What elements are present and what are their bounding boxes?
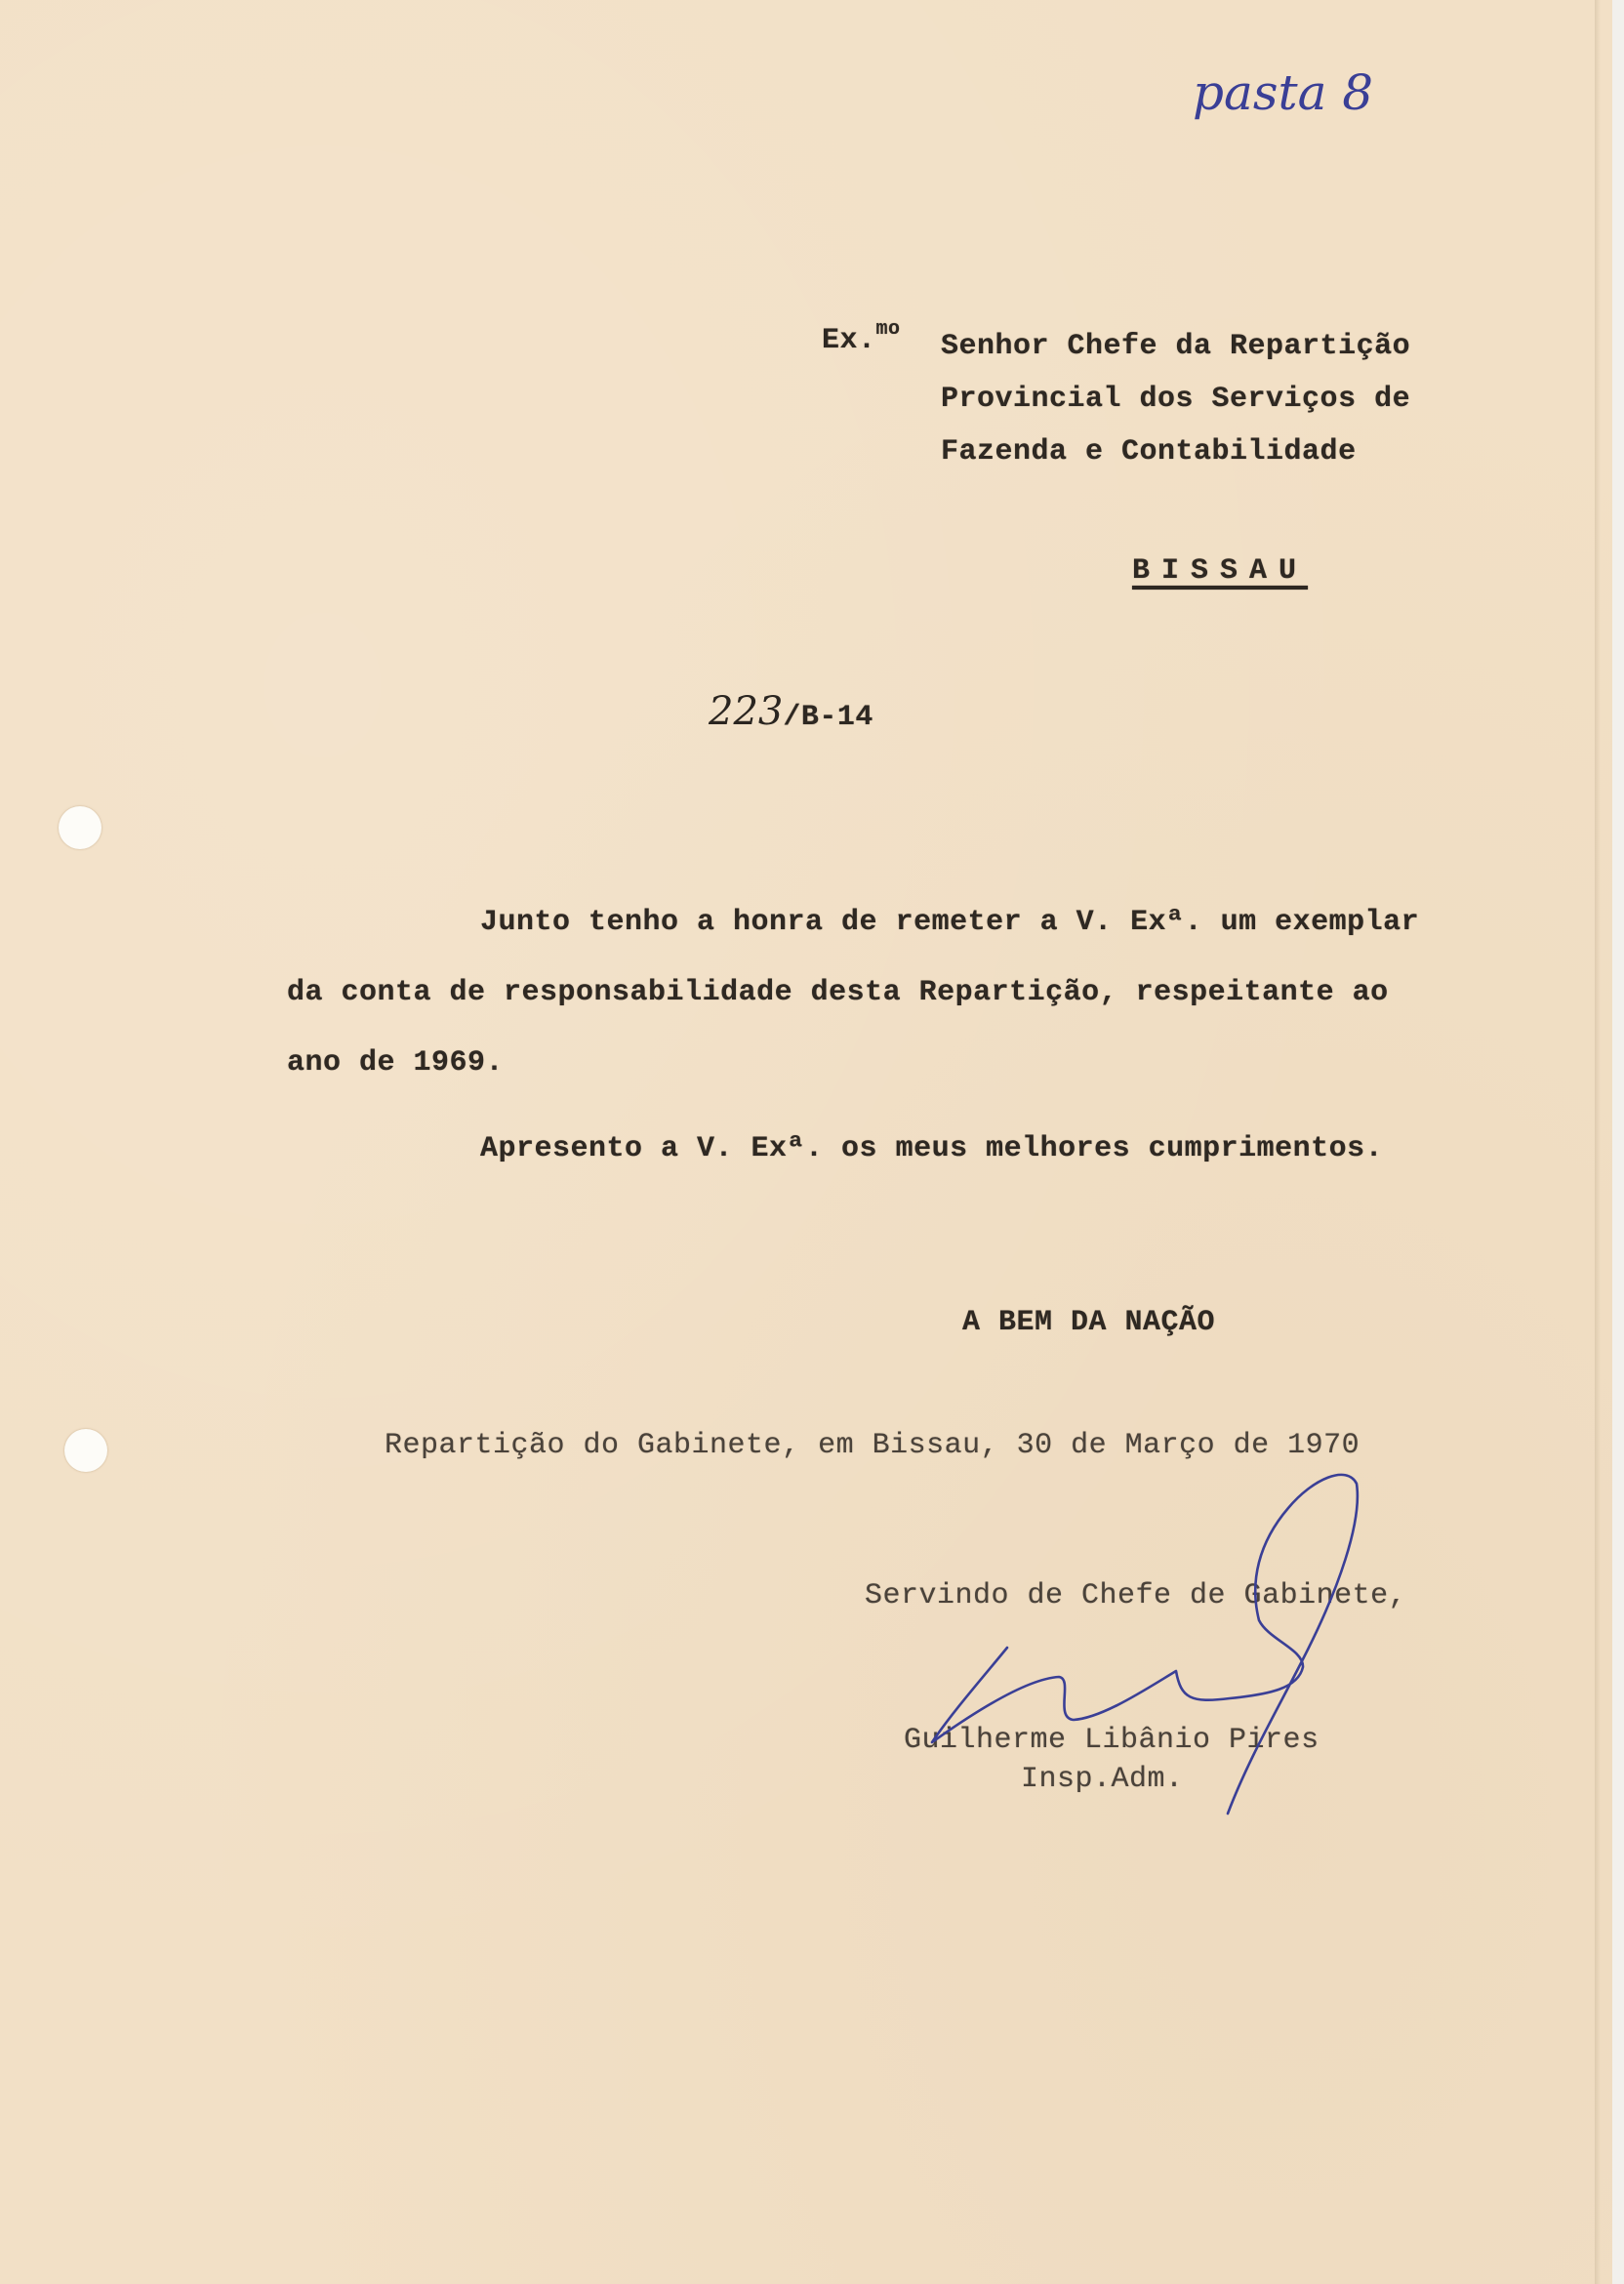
recipient-salutation <box>822 318 901 357</box>
reference-number <box>709 689 873 734</box>
signatory-role: Servindo de Chefe de Gabinete, <box>865 1579 1407 1612</box>
recipient-line-1: Senhor Chefe da Repartição <box>941 330 1411 363</box>
salutation-superscript: mo <box>875 318 901 341</box>
place-date: Repartição do Gabinete, em Bissau, 30 de Março de 1970 <box>385 1429 1360 1462</box>
body-paragraph-1-line-2: da conta de responsabilidade desta Repartição, respeitante ao <box>287 976 1389 1009</box>
body-paragraph-1-line-3: ano de 1969. <box>287 1046 505 1080</box>
closing-motto: A BEM DA NAÇÃO <box>962 1306 1216 1339</box>
salutation-text: Ex. <box>822 324 876 357</box>
page-edge-shadow <box>1595 0 1601 2284</box>
signatory-title: Insp.Adm. <box>1021 1763 1184 1796</box>
signatory-name: Guilherme Libânio Pires <box>904 1724 1320 1757</box>
recipient-city: BISSAU <box>1132 554 1309 588</box>
recipient-line-3: Fazenda e Contabilidade <box>941 435 1357 469</box>
handwritten-note: pasta 8 <box>1193 64 1374 121</box>
recipient-line-2: Provincial dos Serviços de <box>941 383 1411 416</box>
body-paragraph-2: Apresento a V. Exª. os meus melhores cumprimentos. <box>480 1132 1384 1165</box>
body-paragraph-1-line-1: Junto tenho a honra de remeter a V. Exª. um exemplar <box>480 906 1420 939</box>
punch-hole-top <box>59 806 102 849</box>
punch-hole-bottom <box>64 1429 107 1472</box>
reference-typed-code: /B-14 <box>783 701 873 734</box>
reference-handwritten-number: 223 <box>709 689 784 734</box>
